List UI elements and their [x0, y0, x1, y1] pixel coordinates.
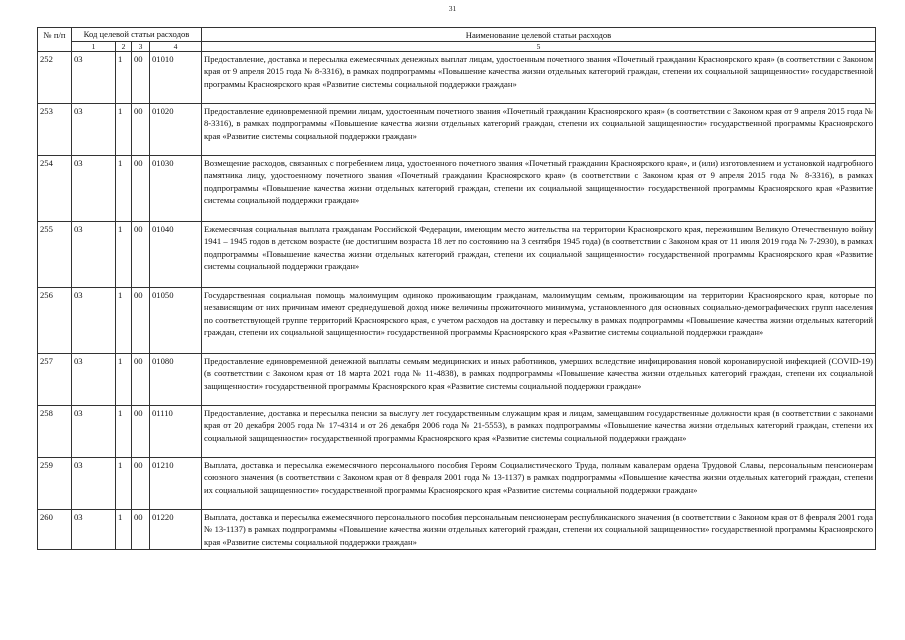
code-part-1: 03: [72, 406, 116, 458]
expense-item-name: Ежемесячная социальная выплата гражданам Российской Федерации, имеющим место жительства на территории Красноярского края, пережившим Великую Отечественную войну 1941 – 1945 годов в детском возрасте (не достигшим возраста 18 лет по состоянию на 3 сентября 1945 года) (в соответствии с Законом края от 11 июля 2019 года № 7-2930), в рамках подпрограммы «Повышение качества жизни отдельных категорий граждан, степени их социальной защищенности» государственной программы Красноярского края «Развитие системы социальной поддержки граждан»: [202, 222, 876, 288]
row-number: 252: [38, 52, 72, 104]
code-part-3: 00: [132, 222, 150, 288]
column-header-number: № п/п: [38, 28, 72, 52]
code-part-1: 03: [72, 354, 116, 406]
table-row: [38, 104, 876, 156]
expense-item-name: Выплата, доставка и пересылка ежемесячного персонального пособия персональным пенсионерам республиканского значения (в соответствии с Законом края от 8 февраля 2001 года № 13-1137) в рамках подпрограммы «Повышение качества жизни отдельных категорий граждан, степени их социальной защищенности» государственной программы Красноярского края «Развитие системы социальной поддержки граждан»: [202, 510, 876, 550]
code-part-1: 03: [72, 156, 116, 222]
code-part-3: 00: [132, 288, 150, 354]
code-part-3: 00: [132, 354, 150, 406]
column-header-name: Наименование целевой статьи расходов 5: [202, 28, 876, 52]
table-row: [38, 288, 876, 354]
code-part-4: 01220: [150, 510, 202, 550]
code-part-2: 1: [116, 288, 132, 354]
code-part-3: 00: [132, 406, 150, 458]
code-part-1: 03: [72, 222, 116, 288]
target-expense-items-table: [37, 27, 876, 550]
code-part-3: 00: [132, 458, 150, 510]
code-part-3: 00: [132, 510, 150, 550]
table-row: [38, 406, 876, 458]
code-part-4: 01040: [150, 222, 202, 288]
code-part-3: 00: [132, 52, 150, 104]
page-number: 31: [448, 4, 457, 13]
code-part-2: 1: [116, 458, 132, 510]
row-number: 256: [38, 288, 72, 354]
code-part-4: 01050: [150, 288, 202, 354]
code-part-4: 01020: [150, 104, 202, 156]
code-part-2: 1: [116, 406, 132, 458]
expense-item-name: Предоставление, доставка и пересылка ежемесячных денежных выплат лицам, удостоенным почетного звания «Почетный гражданин Красноярского края» (в соответствии с Законом края от 9 апреля 2015 года № 8-3316), в рамках подпрограммы «Повышение качества жизни отдельных категорий граждан, степени их социальной защищенности» государственной программы Красноярского края «Развитие системы социальной поддержки граждан»: [202, 52, 876, 104]
code-part-3: 00: [132, 104, 150, 156]
code-part-4: 01110: [150, 406, 202, 458]
table-row: [38, 458, 876, 510]
expense-item-name: Выплата, доставка и пересылка ежемесячного персонального пособия Героям Социалистического Труда, полным кавалерам ордена Трудовой Славы, персональным пенсионерам союзного значения (в соответствии с Законом края от 8 февраля 2001 года № 13-1137) в рамках подпрограммы «Повышение качества жизни отдельных категорий граждан, степени их социальной защищенности» государственной программы Красноярского края «Развитие системы социальной поддержки граждан»: [202, 458, 876, 510]
code-part-2: 1: [116, 104, 132, 156]
code-part-1: 03: [72, 458, 116, 510]
code-part-2: 1: [116, 510, 132, 550]
code-part-2: 1: [116, 222, 132, 288]
table-row: [38, 156, 876, 222]
code-part-1: 03: [72, 288, 116, 354]
table-row: [38, 222, 876, 288]
column-header-code: Код целевой статьи расходов: [72, 28, 202, 42]
code-part-4: 01080: [150, 354, 202, 406]
row-number: 254: [38, 156, 72, 222]
row-number: 260: [38, 510, 72, 550]
code-part-2: 1: [116, 52, 132, 104]
table-header-row: [38, 28, 876, 42]
expense-item-name: Предоставление, доставка и пересылка пенсии за выслугу лет государственным служащим края и лицам, замещавшим государственные должности края (в соответствии с законами края от 20 декабря 2005 года № 17-4314 и от 26 декабря 2006 года № 21-5553), в рамках подпрограммы «Повышение качества жизни отдельных категорий граждан, степени их социальной защищенности» государственной программы Красноярского края «Развитие системы социальной поддержки граждан»: [202, 406, 876, 458]
code-part-1: 03: [72, 52, 116, 104]
column-index-5: 5: [202, 41, 875, 51]
column-index-1: 1: [72, 42, 116, 52]
column-index-4: 4: [150, 42, 202, 52]
code-part-2: 1: [116, 354, 132, 406]
table-row: [38, 52, 876, 104]
code-part-1: 03: [72, 510, 116, 550]
expense-item-name: Государственная социальная помощь малоимущим одиноко проживающим гражданам, малоимущим семьям, проживающим на территории Красноярского края, которые по независящим от них причинам имеют среднедушевой доход ниже величины прожиточного минимума, установленного для основных социально-демографических групп населения по соответствующей группе территорий Красноярского края, с учетом расходов на доставку и пересылку в рамках подпрограммы «Повышение качества жизни отдельных категорий граждан, степени их социальной защищенности» государственной программы Красноярского края «Развитие системы социальной поддержки граждан»: [202, 288, 876, 354]
expense-item-name: Предоставление единовременной премии лицам, удостоенным почетного звания «Почетный гражданин Красноярского края» (в соответствии с Законом края от 9 апреля 2015 года № 8-3316), в рамках подпрограммы «Повышение качества жизни отдельных категорий граждан, степени их социальной защищенности» государственной программы Красноярского края «Развитие системы социальной поддержки граждан»: [202, 104, 876, 156]
code-part-4: 01030: [150, 156, 202, 222]
table-row: [38, 354, 876, 406]
row-number: 258: [38, 406, 72, 458]
row-number: 253: [38, 104, 72, 156]
row-number: 255: [38, 222, 72, 288]
row-number: 259: [38, 458, 72, 510]
column-index-3: 3: [132, 42, 150, 52]
column-index-2: 2: [116, 42, 132, 52]
table-row: [38, 510, 876, 550]
expense-item-name: Предоставление единовременной денежной выплаты семьям медицинских и иных работников, умерших вследствие инфицирования новой коронавирусной инфекцией (COVID-19) (в соответствии с Законом края от 18 марта 2021 года № 11-4838), в рамках подпрограммы «Повышение качества жизни отдельных категорий граждан, степени их социальной защищенности» государственной программы Красноярского края «Развитие системы социальной поддержки граждан»: [202, 354, 876, 406]
code-part-1: 03: [72, 104, 116, 156]
code-part-2: 1: [116, 156, 132, 222]
code-part-4: 01210: [150, 458, 202, 510]
expense-item-name: Возмещение расходов, связанных с погребением лица, удостоенного почетного звания «Почетный гражданин Красноярского края», и (или) изготовлением и установкой надгробного памятника лицу, удостоенному почетного звания «Почетный гражданин Красноярского края» (в соответствии с Законом края от 9 апреля 2015 года № 8-3316), в рамках подпрограммы «Повышение качества жизни отдельных категорий граждан, степени их социальной защищенности» государственной программы Красноярского края «Развитие системы социальной поддержки граждан»: [202, 156, 876, 222]
row-number: 257: [38, 354, 72, 406]
code-part-4: 01010: [150, 52, 202, 104]
code-part-3: 00: [132, 156, 150, 222]
table-body: [38, 52, 876, 550]
